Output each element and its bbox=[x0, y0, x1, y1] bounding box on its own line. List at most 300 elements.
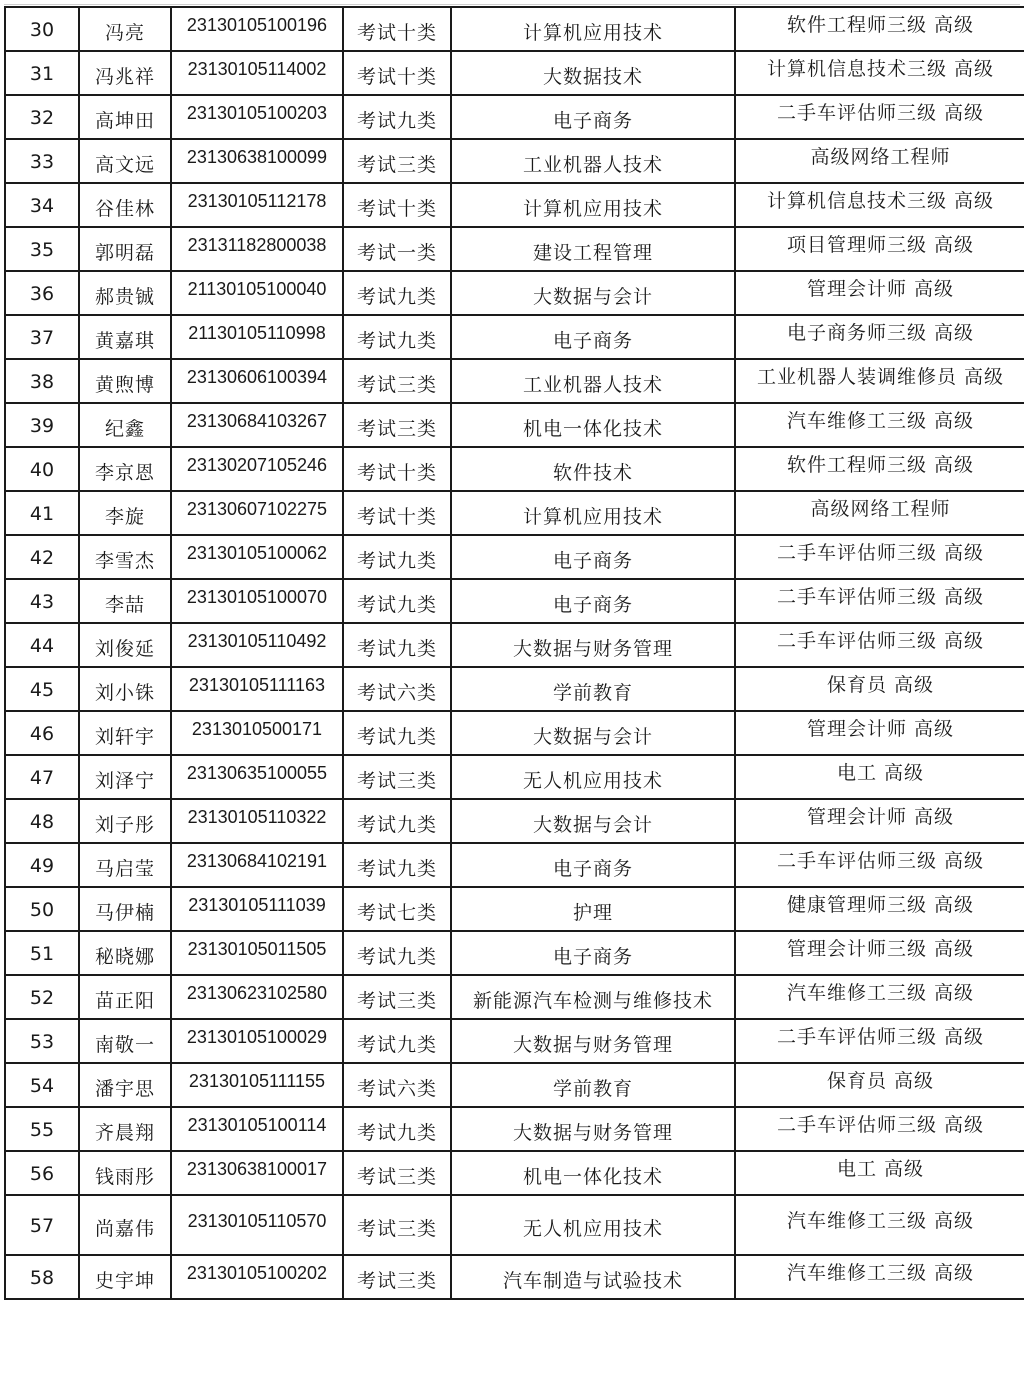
certificate-text: 保育员 高级 bbox=[826, 1069, 935, 1092]
exam-category-text: 考试三类 bbox=[356, 769, 437, 792]
exam-id-text: 23130105100029 bbox=[186, 1026, 328, 1047]
certificate-cell bbox=[735, 447, 1024, 491]
student-name-cell bbox=[79, 1255, 171, 1299]
student-name-cell bbox=[79, 51, 171, 95]
certificate-text: 二手车评估师三级 高级 bbox=[776, 1113, 985, 1136]
major-cell bbox=[451, 579, 735, 623]
exam-id-cell bbox=[171, 1195, 343, 1255]
exam-id-cell bbox=[171, 535, 343, 579]
exam-category-cell bbox=[343, 1019, 451, 1063]
student-name-cell bbox=[79, 403, 171, 447]
exam-category-text: 考试十类 bbox=[356, 461, 437, 484]
exam-category-text: 考试十类 bbox=[356, 197, 437, 220]
certificate-text: 管理会计师 高级 bbox=[806, 717, 955, 740]
exam-id-cell bbox=[171, 1019, 343, 1063]
row-number-cell bbox=[5, 711, 79, 755]
major-text: 汽车制造与试验技术 bbox=[502, 1269, 683, 1292]
row-number-cell bbox=[5, 1195, 79, 1255]
table-row bbox=[5, 711, 1024, 755]
student-name-text: 李旋 bbox=[104, 505, 145, 528]
row-number-cell bbox=[5, 755, 79, 799]
certificate-cell bbox=[735, 403, 1024, 447]
student-name-cell bbox=[79, 1151, 171, 1195]
student-name-text: 高文远 bbox=[94, 153, 155, 176]
exam-category-cell bbox=[343, 711, 451, 755]
exam-category-cell bbox=[343, 1151, 451, 1195]
major-text: 无人机应用技术 bbox=[522, 1217, 663, 1240]
row-number-cell bbox=[5, 227, 79, 271]
exam-category-text: 考试三类 bbox=[356, 153, 437, 176]
major-cell bbox=[451, 535, 735, 579]
major-cell bbox=[451, 491, 735, 535]
table-row bbox=[5, 535, 1024, 579]
certificate-cell bbox=[735, 227, 1024, 271]
exam-category-text: 考试九类 bbox=[356, 285, 437, 308]
exam-id-text: 23130105110322 bbox=[187, 806, 327, 827]
row-number-cell bbox=[5, 51, 79, 95]
row-number-text: 47 bbox=[29, 767, 55, 789]
major-cell bbox=[451, 1255, 735, 1299]
exam-category-text: 考试一类 bbox=[356, 241, 437, 264]
certificate-cell bbox=[735, 711, 1024, 755]
major-cell bbox=[451, 359, 735, 403]
student-name-text: 苗正阳 bbox=[94, 989, 155, 1012]
certificate-text: 管理会计师三级 高级 bbox=[786, 937, 975, 960]
exam-id-text: 23130105110492 bbox=[187, 630, 327, 651]
major-text: 计算机应用技术 bbox=[522, 21, 663, 44]
major-text: 软件技术 bbox=[552, 461, 633, 484]
certificate-text: 汽车维修工三级 高级 bbox=[786, 409, 975, 432]
major-text: 大数据与会计 bbox=[532, 813, 653, 836]
exam-category-text: 考试九类 bbox=[356, 329, 437, 352]
student-name-text: 郭明磊 bbox=[94, 241, 155, 264]
table-row bbox=[5, 843, 1024, 887]
row-number-text: 44 bbox=[29, 635, 55, 657]
exam-id-text: 23130105100202 bbox=[186, 1262, 328, 1283]
exam-id-cell bbox=[171, 1151, 343, 1195]
major-cell bbox=[451, 95, 735, 139]
exam-category-cell bbox=[343, 7, 451, 51]
student-name-cell bbox=[79, 315, 171, 359]
certificate-text: 二手车评估师三级 高级 bbox=[776, 541, 985, 564]
major-text: 新能源汽车检测与维修技术 bbox=[472, 989, 713, 1012]
exam-id-cell bbox=[171, 887, 343, 931]
certificate-cell bbox=[735, 1151, 1024, 1195]
exam-category-text: 考试七类 bbox=[356, 901, 437, 924]
row-number-cell bbox=[5, 447, 79, 491]
exam-category-cell bbox=[343, 1195, 451, 1255]
certificate-text: 软件工程师三级 高级 bbox=[786, 453, 975, 476]
major-text: 计算机应用技术 bbox=[522, 197, 663, 220]
major-cell bbox=[451, 755, 735, 799]
exam-category-text: 考试九类 bbox=[356, 813, 437, 836]
certificate-cell bbox=[735, 623, 1024, 667]
exam-id-cell bbox=[171, 315, 343, 359]
exam-id-text: 23130105114002 bbox=[187, 58, 327, 79]
table-row bbox=[5, 271, 1024, 315]
row-number-cell bbox=[5, 975, 79, 1019]
row-number-cell bbox=[5, 1063, 79, 1107]
row-number-cell bbox=[5, 931, 79, 975]
major-cell bbox=[451, 7, 735, 51]
major-text: 机电一体化技术 bbox=[522, 1165, 663, 1188]
exam-id-cell bbox=[171, 843, 343, 887]
row-number-text: 38 bbox=[29, 371, 55, 393]
row-number-text: 36 bbox=[29, 283, 55, 305]
certificate-cell bbox=[735, 579, 1024, 623]
certificate-cell bbox=[735, 1195, 1024, 1255]
student-name-text: 南敬一 bbox=[94, 1033, 155, 1056]
major-cell bbox=[451, 403, 735, 447]
exam-id-text: 23130105110570 bbox=[187, 1211, 327, 1231]
exam-category-cell bbox=[343, 799, 451, 843]
major-cell bbox=[451, 887, 735, 931]
major-text: 电子商务 bbox=[552, 945, 633, 968]
major-cell bbox=[451, 1063, 735, 1107]
table-row bbox=[5, 755, 1024, 799]
major-cell bbox=[451, 1151, 735, 1195]
exam-category-text: 考试三类 bbox=[356, 1269, 437, 1292]
student-name-text: 钱雨彤 bbox=[94, 1165, 155, 1188]
major-cell bbox=[451, 843, 735, 887]
table-row bbox=[5, 1063, 1024, 1107]
certificate-cell bbox=[735, 271, 1024, 315]
exam-category-cell bbox=[343, 51, 451, 95]
student-roster-table bbox=[4, 6, 1024, 1300]
exam-id-text: 23130684102191 bbox=[186, 850, 328, 871]
exam-category-text: 考试九类 bbox=[356, 637, 437, 660]
exam-category-text: 考试六类 bbox=[356, 681, 437, 704]
exam-category-text: 考试九类 bbox=[356, 1121, 437, 1144]
exam-id-text: 23130105100114 bbox=[187, 1114, 327, 1135]
row-number-cell bbox=[5, 95, 79, 139]
exam-category-cell bbox=[343, 1063, 451, 1107]
student-name-cell bbox=[79, 711, 171, 755]
student-name-cell bbox=[79, 975, 171, 1019]
table-row bbox=[5, 7, 1024, 51]
certificate-cell bbox=[735, 887, 1024, 931]
row-number-cell bbox=[5, 579, 79, 623]
student-name-cell bbox=[79, 359, 171, 403]
exam-category-text: 考试三类 bbox=[356, 1217, 437, 1240]
row-number-text: 55 bbox=[29, 1119, 55, 1141]
exam-id-text: 23130684103267 bbox=[186, 410, 328, 431]
exam-category-cell bbox=[343, 315, 451, 359]
major-text: 计算机应用技术 bbox=[522, 505, 663, 528]
table-row bbox=[5, 315, 1024, 359]
exam-id-cell bbox=[171, 799, 343, 843]
table-row bbox=[5, 447, 1024, 491]
student-name-text: 尚嘉伟 bbox=[94, 1217, 155, 1240]
student-name-text: 齐晨翔 bbox=[94, 1121, 155, 1144]
row-number-text: 31 bbox=[29, 63, 55, 85]
row-number-cell bbox=[5, 535, 79, 579]
exam-category-cell bbox=[343, 227, 451, 271]
row-number-text: 32 bbox=[29, 107, 55, 129]
major-text: 学前教育 bbox=[552, 681, 633, 704]
row-number-text: 39 bbox=[29, 415, 55, 437]
exam-category-text: 考试六类 bbox=[356, 1077, 437, 1100]
exam-category-text: 考试九类 bbox=[356, 109, 437, 132]
major-cell bbox=[451, 975, 735, 1019]
exam-category-cell bbox=[343, 139, 451, 183]
row-number-cell bbox=[5, 315, 79, 359]
exam-category-text: 考试三类 bbox=[356, 1165, 437, 1188]
student-name-text: 黄嘉琪 bbox=[94, 329, 155, 352]
certificate-cell bbox=[735, 95, 1024, 139]
major-text: 电子商务 bbox=[552, 549, 633, 572]
table-row bbox=[5, 1255, 1024, 1299]
row-number-text: 30 bbox=[29, 19, 55, 41]
certificate-cell bbox=[735, 51, 1024, 95]
row-number-cell bbox=[5, 139, 79, 183]
exam-category-cell bbox=[343, 491, 451, 535]
certificate-text: 电工 高级 bbox=[836, 1157, 925, 1180]
certificate-text: 软件工程师三级 高级 bbox=[786, 13, 975, 36]
student-name-cell bbox=[79, 667, 171, 711]
exam-category-cell bbox=[343, 887, 451, 931]
exam-id-cell bbox=[171, 579, 343, 623]
certificate-cell bbox=[735, 799, 1024, 843]
certificate-text: 管理会计师 高级 bbox=[806, 277, 955, 300]
row-number-text: 43 bbox=[29, 591, 55, 613]
exam-id-text: 23130105100070 bbox=[186, 586, 328, 607]
certificate-cell bbox=[735, 535, 1024, 579]
exam-category-text: 考试十类 bbox=[356, 65, 437, 88]
student-name-cell bbox=[79, 887, 171, 931]
certificate-text: 计算机信息技术三级 高级 bbox=[766, 57, 995, 80]
student-name-cell bbox=[79, 447, 171, 491]
certificate-cell bbox=[735, 1063, 1024, 1107]
exam-id-cell bbox=[171, 183, 343, 227]
major-text: 护理 bbox=[572, 901, 613, 924]
exam-id-cell bbox=[171, 227, 343, 271]
row-number-text: 53 bbox=[29, 1031, 55, 1053]
student-name-text: 李雪杰 bbox=[94, 549, 155, 572]
row-number-text: 35 bbox=[29, 239, 55, 261]
exam-id-cell bbox=[171, 359, 343, 403]
table-row bbox=[5, 227, 1024, 271]
certificate-cell bbox=[735, 975, 1024, 1019]
student-name-cell bbox=[79, 95, 171, 139]
certificate-text: 汽车维修工三级 高级 bbox=[786, 981, 975, 1004]
exam-id-text: 23130105100203 bbox=[186, 102, 328, 123]
table-row bbox=[5, 51, 1024, 95]
table-row bbox=[5, 887, 1024, 931]
exam-id-text: 23130635100055 bbox=[186, 762, 328, 783]
exam-category-cell bbox=[343, 1255, 451, 1299]
student-name-cell bbox=[79, 7, 171, 51]
exam-id-text: 21130105100040 bbox=[187, 278, 327, 299]
exam-category-text: 考试九类 bbox=[356, 945, 437, 968]
exam-id-text: 23130105100062 bbox=[186, 542, 328, 563]
exam-category-cell bbox=[343, 579, 451, 623]
exam-id-text: 23130105100196 bbox=[186, 14, 328, 35]
exam-id-cell bbox=[171, 755, 343, 799]
exam-category-cell bbox=[343, 535, 451, 579]
student-name-cell bbox=[79, 1107, 171, 1151]
exam-id-cell bbox=[171, 403, 343, 447]
certificate-cell bbox=[735, 1019, 1024, 1063]
certificate-cell bbox=[735, 1255, 1024, 1299]
exam-category-cell bbox=[343, 975, 451, 1019]
exam-id-text: 23131182800038 bbox=[187, 234, 327, 255]
table-row bbox=[5, 491, 1024, 535]
row-number-text: 52 bbox=[29, 987, 55, 1009]
table-row bbox=[5, 799, 1024, 843]
exam-id-text: 23130105011505 bbox=[187, 938, 327, 959]
row-number-text: 49 bbox=[29, 855, 55, 877]
major-text: 电子商务 bbox=[552, 109, 633, 132]
certificate-text: 项目管理师三级 高级 bbox=[786, 233, 975, 256]
table-row bbox=[5, 359, 1024, 403]
student-name-text: 纪鑫 bbox=[104, 417, 145, 440]
row-number-text: 58 bbox=[29, 1267, 55, 1289]
student-name-text: 秘晓娜 bbox=[94, 945, 155, 968]
exam-category-text: 考试九类 bbox=[356, 593, 437, 616]
student-name-text: 谷佳林 bbox=[94, 197, 155, 220]
table-row bbox=[5, 403, 1024, 447]
exam-id-cell bbox=[171, 447, 343, 491]
major-text: 大数据与会计 bbox=[532, 285, 653, 308]
major-cell bbox=[451, 667, 735, 711]
certificate-cell bbox=[735, 315, 1024, 359]
student-name-text: 高坤田 bbox=[94, 109, 155, 132]
certificate-text: 汽车维修工三级 高级 bbox=[786, 1261, 975, 1284]
student-name-text: 郝贵铖 bbox=[94, 285, 155, 308]
student-name-text: 刘轩宇 bbox=[94, 725, 155, 748]
exam-category-text: 考试三类 bbox=[356, 417, 437, 440]
major-cell bbox=[451, 447, 735, 491]
row-number-cell bbox=[5, 271, 79, 315]
student-name-text: 冯亮 bbox=[104, 21, 145, 44]
exam-id-cell bbox=[171, 51, 343, 95]
exam-category-cell bbox=[343, 843, 451, 887]
table-row bbox=[5, 975, 1024, 1019]
certificate-cell bbox=[735, 7, 1024, 51]
exam-category-text: 考试九类 bbox=[356, 725, 437, 748]
row-number-text: 34 bbox=[29, 195, 55, 217]
row-number-text: 41 bbox=[29, 503, 55, 525]
major-cell bbox=[451, 1019, 735, 1063]
student-name-text: 冯兆祥 bbox=[94, 65, 155, 88]
major-text: 大数据与会计 bbox=[532, 725, 653, 748]
row-number-cell bbox=[5, 1255, 79, 1299]
student-name-cell bbox=[79, 799, 171, 843]
student-name-cell bbox=[79, 1063, 171, 1107]
exam-category-text: 考试三类 bbox=[356, 373, 437, 396]
exam-id-cell bbox=[171, 1255, 343, 1299]
exam-category-text: 考试九类 bbox=[356, 549, 437, 572]
exam-category-text: 考试九类 bbox=[356, 1033, 437, 1056]
exam-id-cell bbox=[171, 711, 343, 755]
student-name-cell bbox=[79, 931, 171, 975]
row-number-cell bbox=[5, 667, 79, 711]
row-number-cell bbox=[5, 1151, 79, 1195]
major-text: 电子商务 bbox=[552, 329, 633, 352]
student-name-cell bbox=[79, 1195, 171, 1255]
roster-body bbox=[5, 7, 1024, 1299]
student-name-text: 黄煦博 bbox=[94, 373, 155, 396]
exam-category-cell bbox=[343, 403, 451, 447]
exam-category-cell bbox=[343, 667, 451, 711]
certificate-cell bbox=[735, 667, 1024, 711]
student-name-text: 马伊楠 bbox=[94, 901, 155, 924]
exam-id-text: 21130105110998 bbox=[188, 322, 326, 343]
student-name-text: 史宇坤 bbox=[94, 1269, 155, 1292]
student-name-cell bbox=[79, 535, 171, 579]
certificate-text: 健康管理师三级 高级 bbox=[786, 893, 975, 916]
row-number-cell bbox=[5, 1107, 79, 1151]
major-cell bbox=[451, 271, 735, 315]
exam-category-cell bbox=[343, 1107, 451, 1151]
exam-id-cell bbox=[171, 1107, 343, 1151]
certificate-text: 二手车评估师三级 高级 bbox=[776, 629, 985, 652]
exam-category-cell bbox=[343, 623, 451, 667]
exam-id-cell bbox=[171, 931, 343, 975]
row-number-cell bbox=[5, 491, 79, 535]
exam-id-text: 23130606100394 bbox=[186, 366, 328, 387]
student-name-cell bbox=[79, 623, 171, 667]
row-number-cell bbox=[5, 7, 79, 51]
certificate-cell bbox=[735, 139, 1024, 183]
student-name-cell bbox=[79, 755, 171, 799]
certificate-cell bbox=[735, 1107, 1024, 1151]
exam-category-cell bbox=[343, 183, 451, 227]
row-number-cell bbox=[5, 403, 79, 447]
row-number-cell bbox=[5, 843, 79, 887]
major-text: 大数据与财务管理 bbox=[512, 1033, 673, 1056]
row-number-cell bbox=[5, 887, 79, 931]
student-name-cell bbox=[79, 491, 171, 535]
exam-category-cell bbox=[343, 359, 451, 403]
table-row bbox=[5, 667, 1024, 711]
table-row bbox=[5, 1107, 1024, 1151]
table-row bbox=[5, 931, 1024, 975]
exam-id-text: 23130623102580 bbox=[186, 982, 328, 1003]
certificate-text: 管理会计师 高级 bbox=[806, 805, 955, 828]
major-text: 无人机应用技术 bbox=[522, 769, 663, 792]
major-text: 学前教育 bbox=[552, 1077, 633, 1100]
major-cell bbox=[451, 51, 735, 95]
exam-id-text: 23130638100017 bbox=[186, 1158, 328, 1179]
row-number-text: 33 bbox=[29, 151, 55, 173]
student-name-text: 刘俊延 bbox=[94, 637, 155, 660]
exam-id-cell bbox=[171, 1063, 343, 1107]
exam-category-cell bbox=[343, 447, 451, 491]
certificate-text: 工业机器人装调维修员 高级 bbox=[756, 365, 1005, 388]
major-cell bbox=[451, 1195, 735, 1255]
row-number-text: 46 bbox=[29, 723, 55, 745]
major-text: 大数据技术 bbox=[542, 65, 643, 88]
exam-category-cell bbox=[343, 95, 451, 139]
exam-id-cell bbox=[171, 667, 343, 711]
certificate-text: 计算机信息技术三级 高级 bbox=[766, 189, 995, 212]
student-name-text: 刘小铢 bbox=[94, 681, 155, 704]
exam-id-text: 23130207105246 bbox=[186, 454, 328, 475]
exam-id-cell bbox=[171, 623, 343, 667]
exam-id-text: 23130607102275 bbox=[186, 498, 328, 519]
major-cell bbox=[451, 315, 735, 359]
row-number-cell bbox=[5, 623, 79, 667]
row-number-text: 57 bbox=[29, 1215, 55, 1237]
certificate-text: 二手车评估师三级 高级 bbox=[776, 101, 985, 124]
exam-category-text: 考试三类 bbox=[356, 989, 437, 1012]
student-name-cell bbox=[79, 227, 171, 271]
student-name-cell bbox=[79, 183, 171, 227]
certificate-text: 高级网络工程师 bbox=[810, 145, 951, 168]
certificate-cell bbox=[735, 359, 1024, 403]
